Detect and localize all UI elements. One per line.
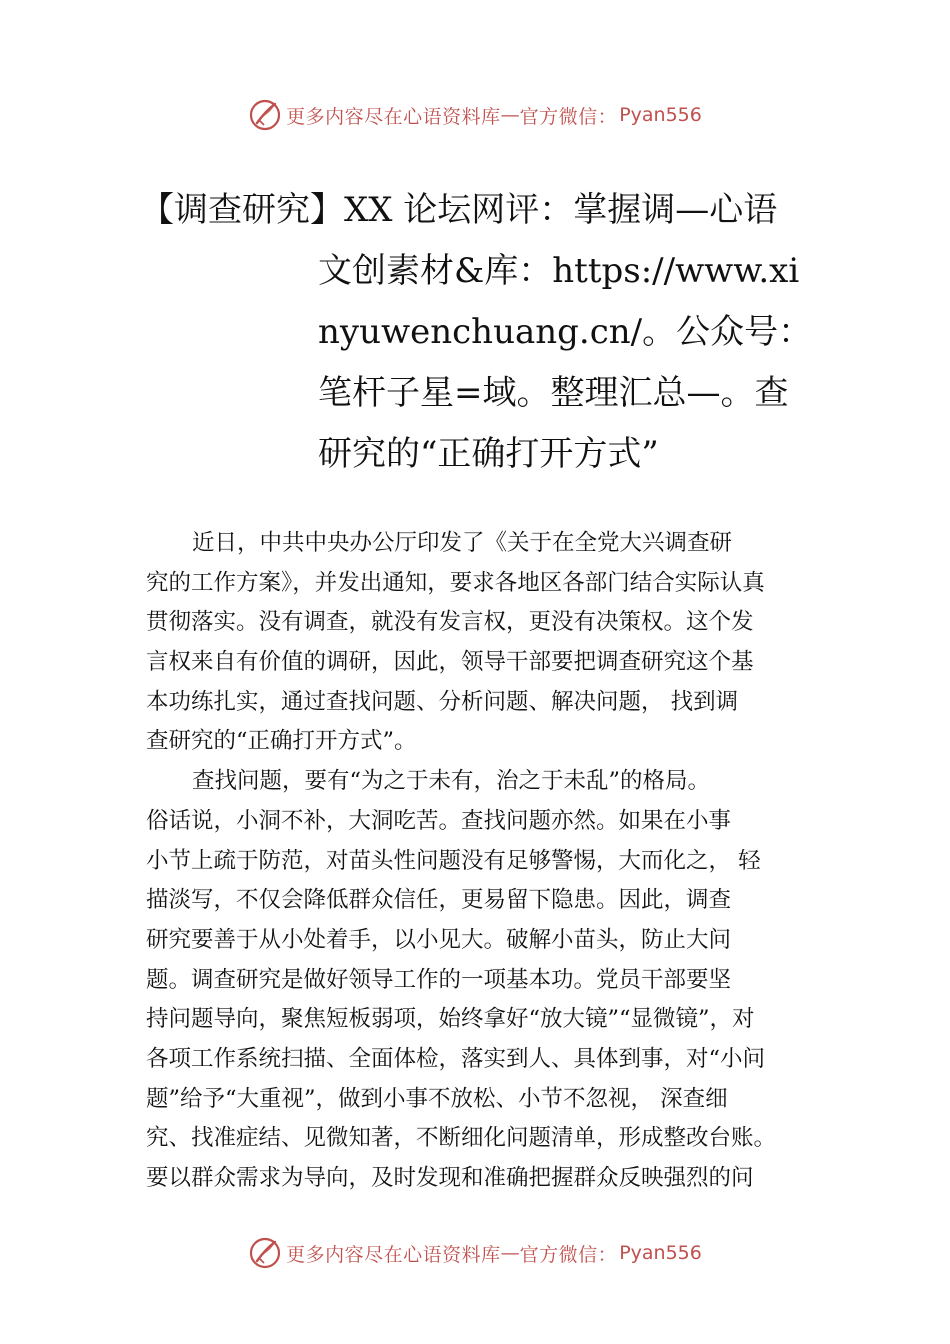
- banner-promo-text: 更多内容尽在心语资料库: [286, 105, 501, 128]
- banner-promo-text: 更多内容尽在心语资料库: [286, 1243, 501, 1266]
- title-line: nyuwenchuang.cn/。公众号：: [318, 312, 813, 352]
- text-line: 题”给予“大重视”，做到小事不放松、小节不忽视， 深查细: [146, 1085, 728, 1112]
- text-line: 持问题导向，聚焦短板弱项，始终拿好“放大镜”“显微镜”，对: [146, 1006, 755, 1033]
- title-line: 【调查研究】XX 论坛网评：掌握调—心语: [140, 190, 778, 230]
- paragraph-2: [146, 762, 818, 1199]
- text-line: 查研究的“正确打开方式”。: [146, 728, 417, 755]
- banner-wechat-label: 官方微信：: [519, 1243, 618, 1266]
- text-line: 研究要善于从小处着手，以小见大。破解小苗头，防止大问: [146, 926, 732, 953]
- document-body: [146, 524, 818, 1199]
- banner-wechat-account: Pyan556: [619, 104, 702, 126]
- text-line: 究的工作方案》，并发出通知，要求各地区各部门结合实际认真: [146, 569, 765, 596]
- banner-separator: —: [500, 1242, 520, 1264]
- title-line: 研究的“正确打开方式”: [318, 434, 659, 474]
- title-line: 文创素材&库：https://www.xi: [318, 251, 800, 291]
- text-line: 查找问题，要有“为之于未有，治之于未乱”的格局。: [192, 768, 711, 795]
- text-line: 要以群众需求为导向，及时发现和准确把握群众反映强烈的问: [146, 1165, 754, 1191]
- text-line: 言权来自有价值的调研，因此，领导干部要把调查研究这个基: [146, 649, 754, 676]
- text-line: 小节上疏于防范，对苗头性问题没有足够警惕，大而化之， 轻: [146, 847, 761, 874]
- text-line: 近日，中共中央办公厅印发了《关于在全党大兴调查研: [192, 530, 733, 556]
- banner-wechat-account: Pyan556: [619, 1242, 702, 1264]
- quill-pen-logo-icon: [248, 1236, 282, 1270]
- text-line: 描淡写，不仅会降低群众信任，更易留下隐患。因此，调查: [146, 887, 732, 914]
- text-line: 各项工作系统扫描、全面体检，落实到人、具体到事，对“小问: [146, 1045, 766, 1072]
- text-line: 本功练扎实，通过查找问题、分析问题、解决问题， 找到调: [146, 688, 739, 715]
- header-watermark-banner: [0, 95, 950, 135]
- text-line: 俗话说，小洞不补，大洞吃苦。查找问题亦然。如果在小事: [146, 807, 732, 834]
- banner-wechat-label: 官方微信：: [519, 105, 618, 128]
- text-line: 贯彻落实。没有调查，就没有发言权，更没有决策权。这个发: [146, 609, 754, 636]
- title-line: 笔杆子星=域。整理汇总—。查: [318, 373, 789, 413]
- banner-separator: —: [500, 104, 520, 126]
- text-line: 究、找准症结、见微知著，不断细化问题清单，形成整改台账。: [146, 1125, 777, 1152]
- quill-pen-logo-icon: [248, 98, 282, 132]
- footer-watermark-banner: [0, 1233, 950, 1273]
- text-line: 题。调查研究是做好领导工作的一项基本功。党员干部要坚: [146, 966, 732, 993]
- document-title: [140, 180, 813, 485]
- paragraph-1: [146, 524, 818, 762]
